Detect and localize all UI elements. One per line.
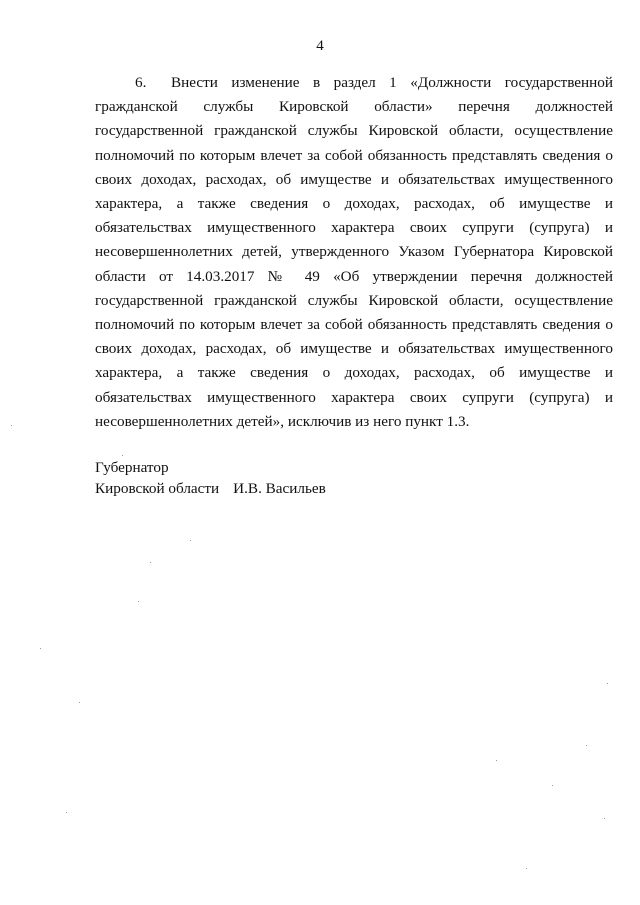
- signatory-title-line2: [95, 478, 326, 499]
- scan-speck: [40, 648, 41, 649]
- scan-speck: [604, 818, 605, 819]
- signatory-region: Кировской области: [95, 480, 220, 497]
- scan-speck: [138, 601, 139, 602]
- scan-speck: [66, 812, 67, 813]
- scan-speck: [526, 868, 527, 869]
- signatory-name: И.В. Васильев: [233, 480, 326, 497]
- paragraph-text: Внести изменение в раздел 1 «Должности государственной гражданской службы Кировской области» перечня должностей государственной гражданской службы Кировской области, осуществление полномочий по которым влечет за собой обязанность представлять сведения о своих доходах, расходах, об имуществе и обязательствах имущественного характера, а также сведения о доходах, расходах, об имуществе и обязательствах имущественного характера своих супруги (супруга) и несовершеннолетних детей, утвержденного Указом Губернатора Кировской области от 14.03.2017 № 49 «Об утверждении перечня должностей государственной гражданской службы Кировской области, осуществление полномочий по которым влечет за собой обязанность представлять сведения о своих доходах, расходах, об имуществе и обязательствах имущественного характера, а также сведения о доходах, расходах, об имуществе и обязательствах имущественного характера своих супруги (супруга) и несовершеннолетних детей», исключив из него пункт 1.3.: [95, 74, 613, 430]
- scan-speck: [79, 702, 80, 703]
- paragraph-6: [95, 71, 613, 434]
- scan-speck: [552, 785, 553, 786]
- scan-speck: [496, 760, 497, 761]
- signatory-title-line1: Губернатор: [95, 459, 169, 476]
- scan-speck: [122, 455, 123, 456]
- scan-speck: [11, 425, 12, 426]
- scan-speck: [150, 562, 151, 563]
- page-number: 4: [316, 38, 324, 54]
- scan-speck: [586, 745, 587, 746]
- scan-speck: [190, 540, 191, 541]
- paragraph-number: 6.: [135, 74, 147, 91]
- scan-speck: [607, 683, 608, 684]
- signature-block: [95, 457, 326, 499]
